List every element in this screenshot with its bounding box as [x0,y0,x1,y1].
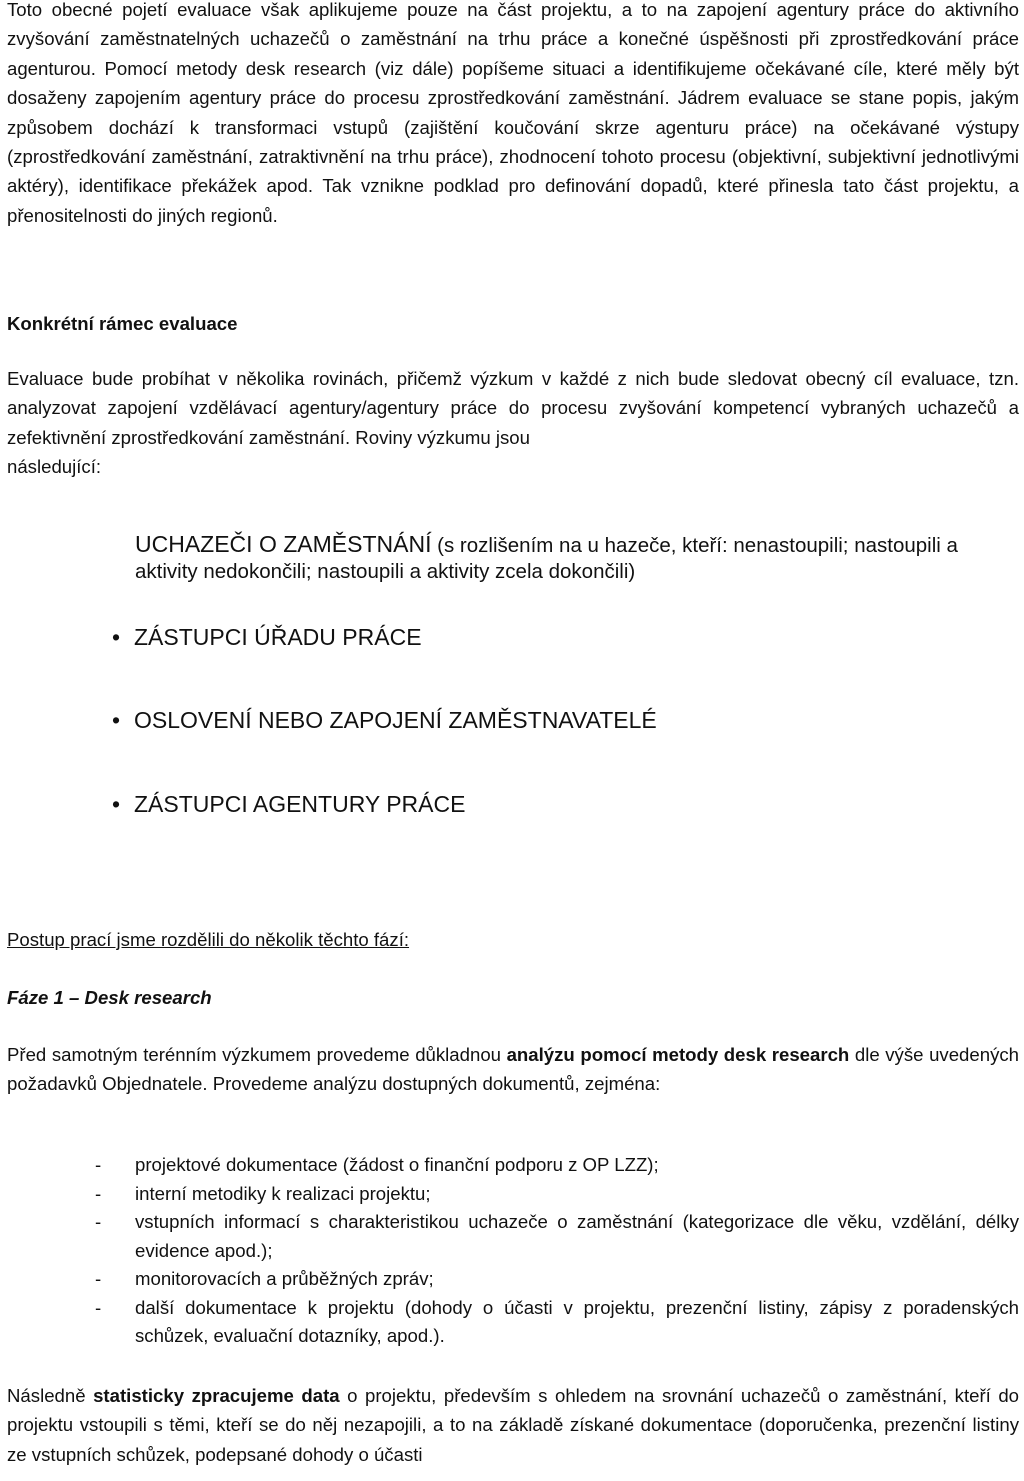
intro-paragraph: Toto obecné pojetí evaluace však aplikujeme pouze na část projektu, a to na zapojení agentury práce do aktivního zvyšování zaměstnatelných uchazečů o zaměstnání na trhu práce a konečné úspěšnosti při zprostředkování práce agenturou. Pomocí metody desk research (viz dále) popíšeme situaci a identifikujeme očekávané cíle, které měly být dosaženy zapojením agentury práce do procesu zprostředkování zaměstnání. Jádrem evaluace se stane popis, jakým způsobem dochází k transformaci vstupů (zajištění koučování skrze agenturu práce) na očekávané výstupy (zprostředkování zaměstnání, zatraktivnění na trhu práce), zhodnocení tohoto procesu (objektivní, subjektivní jednotlivými aktéry), identifikace překážek apod. Tak vznikne podklad pro definování dopadů, které přinesla tato část projektu, a přenositelnosti do jiných regionů. [7,0,1019,226]
dash-icon: - [95,1296,102,1318]
desk-text-bold: analýzu pomocí metody desk research [506,1044,850,1065]
level-applicants [135,531,1015,585]
list-item-text: další dokumentace k projektu (dohody o účasti v projektu, prezenční listiny, zápisy z poradenských schůzek, evaluační dotazníky, apod.). [135,1296,1019,1346]
desk-text-end: dle výše uvedených požadavků Objednatele. Provedeme analýzu dostupných dokumentů, zejména: [7,1044,1020,1095]
list-item [0,1208,1024,1265]
list-item-text: projektové dokumentace (žádost o finanční podporu z OP LZZ); [135,1154,659,1175]
level-item [112,622,422,652]
list-item-text: monitorovacích a průběžných zpráv; [135,1268,434,1289]
dash-icon: - [95,1268,102,1289]
levels-intro-line: následující: [7,456,102,477]
level-applicants-title: UCHAZEČI O ZAMĚSTNÁNÍ [135,531,432,557]
level-item [112,789,465,819]
bullet-icon: • [112,791,121,817]
bullet-icon: • [112,707,121,733]
stat-text-end: o projektu, především s ohledem na srovnání uchazečů o zaměstnání, kteří do projektu vstoupili s těmi, kteří se do něj nezapojili, a to na základě získané dokumentace (doporučenka, prezenční listiny ze vstupních schůzek, podepsané dohody o účasti [7,1385,1020,1465]
list-item [0,1151,1024,1180]
statistics-paragraph [7,1381,1019,1469]
dash-icon: - [95,1154,102,1175]
list-item [0,1180,1024,1209]
list-item [0,1294,1024,1351]
section-heading-konkretni: Konkrétní rámec evaluace [7,313,238,334]
phases-intro: Postup prací jsme rozdělili do několik těchto fází: [7,929,410,950]
phase-1-heading: Fáze 1 – Desk research [7,987,212,1008]
list-item-text: interní metodiky k realizaci projektu; [135,1182,431,1204]
dash-icon: - [95,1211,102,1232]
level-item [112,705,657,735]
level-item-label: ZÁSTUPCI AGENTURY PRÁCE [134,791,466,817]
desk-research-paragraph [7,1040,1019,1099]
list-item-text: vstupních informací s charakteristikou uchazeče o zaměstnání (kategorizace dle věku, vzdělání, délky evidence apod.); [135,1211,1019,1261]
stat-text-bold: statisticky zpracujeme data [93,1385,340,1406]
dash-icon: - [95,1182,102,1204]
level-item-label: OSLOVENÍ NEBO ZAPOJENÍ ZAMĚSTNAVATELÉ [134,707,657,733]
level-item-label: ZÁSTUPCI ÚŘADU PRÁCE [134,624,422,650]
level-applicants-detail: (s rozlišením na u hazeče, kteří: nenastoupili; nastoupili a aktivity nedokončili; nastoupili a aktivity zcela dokončili) [135,534,958,583]
evaluation-paragraph: Evaluace bude probíhat v několika rovinách, přičemž výzkum v každé z nich bude sledovat obecný cíl evaluace, tzn. analyzovat zapojení vzdělávací agentury/agentury práce do procesu zvyšování kompetencí vybraných uchazečů a zefektivnění zprostředkování zaměstnání. Roviny výzkumu jsou [7,368,1019,448]
desk-text-start: Před samotným terénním výzkumem provedeme důkladnou [7,1044,507,1065]
list-item [0,1265,1024,1294]
bullet-icon: • [112,624,121,650]
documents-list [0,1151,1024,1351]
stat-text-start: Následně [7,1385,94,1406]
